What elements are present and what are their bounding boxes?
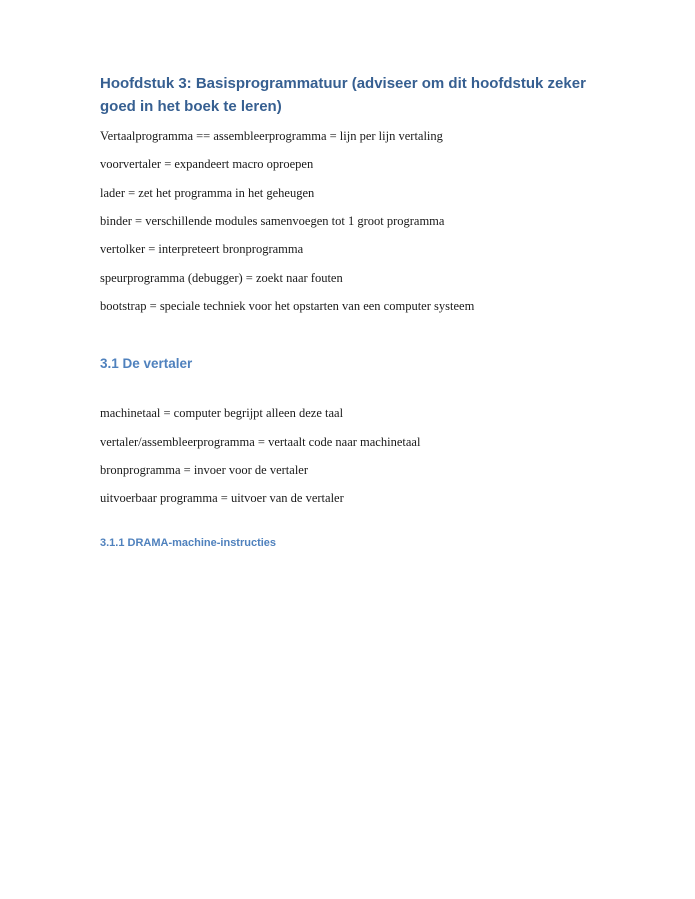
chapter-heading: Hoofdstuk 3: Basisprogrammatuur (adviseer om dit hoofdstuk zeker goed in het boek te leren) bbox=[100, 75, 586, 115]
definition-line: bootstrap = speciale techniek voor het opstarten van een computer systeem bbox=[100, 299, 475, 313]
section-heading: 3.1 De vertaler bbox=[100, 356, 193, 371]
definition-line: Vertaalprogramma == assembleerprogramma = lijn per lijn vertaling bbox=[100, 129, 443, 143]
definition-line: lader = zet het programma in het geheugen bbox=[100, 186, 315, 200]
section-definition-line: vertaler/assembleerprogramma = vertaalt code naar machinetaal bbox=[100, 435, 421, 449]
section-definition-line: uitvoerbaar programma = uitvoer van de vertaler bbox=[100, 491, 344, 505]
definition-line: vertolker = interpreteert bronprogramma bbox=[100, 242, 304, 256]
subsection-heading: 3.1.1 DRAMA-machine-instructies bbox=[100, 537, 277, 549]
section-definition-line: machinetaal = computer begrijpt alleen deze taal bbox=[100, 406, 344, 420]
definition-line: binder = verschillende modules samenvoegen tot 1 groot programma bbox=[100, 214, 445, 228]
section-definition-line: bronprogramma = invoer voor de vertaler bbox=[100, 463, 309, 477]
definition-line: speurprogramma (debugger) = zoekt naar fouten bbox=[100, 271, 343, 285]
definition-line: voorvertaler = expandeert macro oproepen bbox=[100, 157, 314, 171]
